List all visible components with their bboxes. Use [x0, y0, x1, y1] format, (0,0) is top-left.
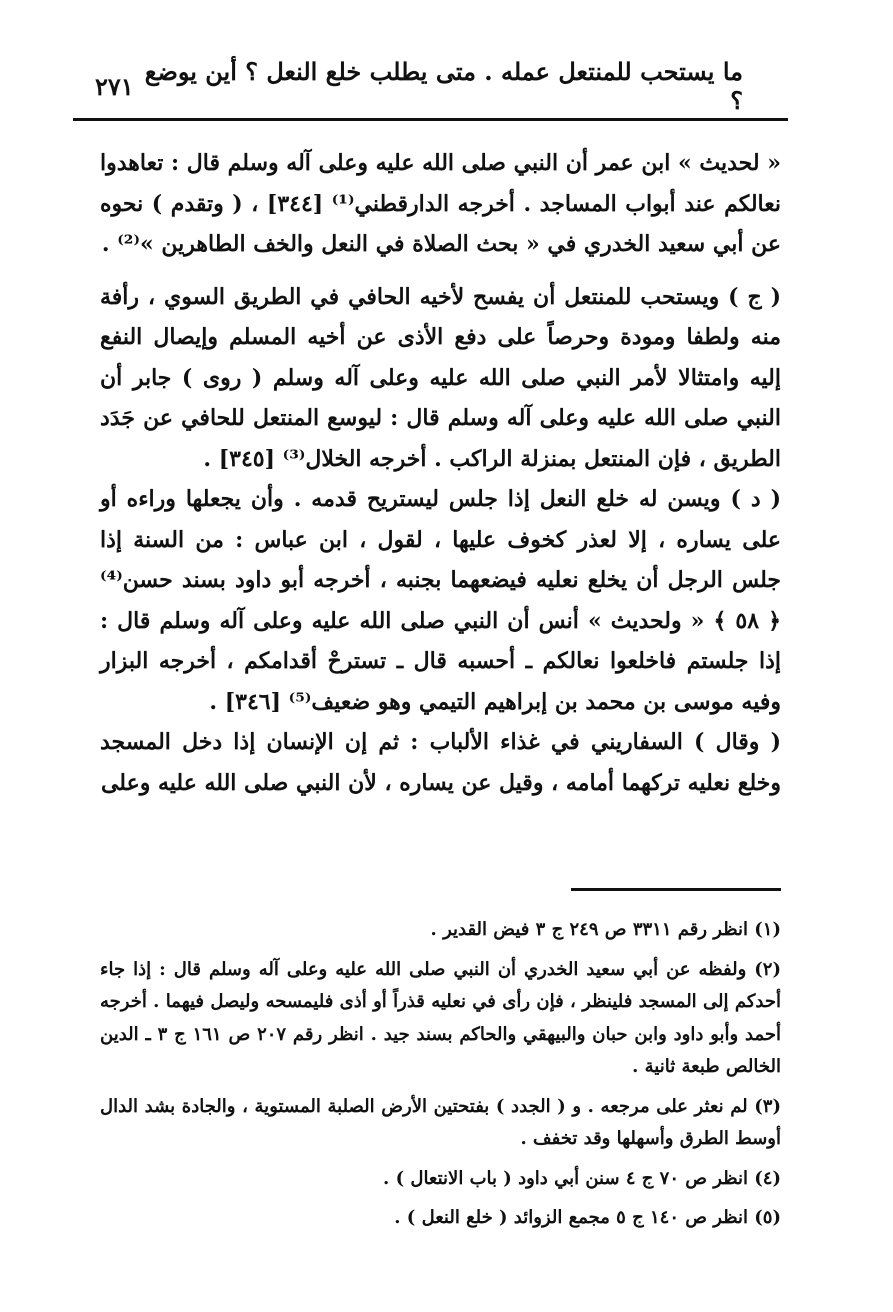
footnote: (١) انظر رقم ٣٣١١ ص ٢٤٩ ج ٣ فيض القدير . — [430, 919, 781, 940]
body-paragraph: ( وقال ) السفاريني في غذاء الألباب : ثم إن الإنسان إذا دخل المسجد وخلع نعليه تركهما أمامه ، وقيل عن يساره ، لأن النبي صلى الله عليه وعلى — [100, 729, 781, 796]
header-rule — [73, 118, 788, 121]
footnote-separator — [571, 888, 781, 891]
page-header — [95, 57, 743, 115]
footnote: (٤) انظر ص ٧٠ ج ٤ سنن أبي داود ( باب الانتعال ) . — [383, 1167, 781, 1189]
footnote: (٣) لم نعثر على مرجعه . و ( الجدد ) بفتحتين الأرض الصلبة المستوية ، والجادة بشد الدال أوسط الطرق وأسهلها وقد تخفف . — [100, 1095, 781, 1149]
body-paragraph: ( ج ) ويستحب للمنتعل أن يفسح لأخيه الحافي في الطريق السوي ، رأفة منه ولطفا ومودة وحرصاً على دفع الأذى عن أخيه المسلم وإيصال النفع إليه وامتثالا لأمر النبي صلى الله عليه وعلى آله وسلم ( روى ) جابر أن النبي صلى الله عليه وعلى آله وسلم قال : ليوسع المنتعل للحافي عن جَدَد الطريق ، فإن المنتعل بمنزلة الراكب . أخرجه الخلال⁽³⁾ [٣٤٥] . — [100, 283, 781, 472]
footnotes — [100, 914, 781, 1242]
page-number: ٢٧١ — [95, 71, 134, 101]
body-paragraph: « لحديث » ابن عمر أن النبي صلى الله عليه وعلى آله وسلم قال : تعاهدوا نعالكم عند أبواب المساجد . أخرجه الدارقطني⁽¹⁾ [٣٤٤] ، ( وتقدم ) نحوه عن أبي سعيد الخدري في « بحث الصلاة في النعل والخف الطاهرين »⁽²⁾ . — [100, 150, 781, 257]
footnote: (٥) انظر ص ١٤٠ ج ٥ مجمع الزوائد ( خلع النعل ) . — [394, 1207, 781, 1228]
footnote: (٢) ولفظه عن أبي سعيد الخدري أن النبي صلى الله عليه وعلى آله وسلم قال : إذا جاء أحدكم إلى المسجد فلينظر ، فإن رأى في نعليه قذراً أو أذى فليمسحه وليصل فيهما . أخرجه أحمد وأبو داود وابن حبان والبيهقي والحاكم بسند جيد . انظر رقم ٢٠٧ ص ١٦١ ج ٣ ـ الدين الخالص طبعة ثانية . — [100, 958, 782, 1077]
main-text — [100, 143, 781, 803]
running-title: ما يستحب للمنتعل عمله . متى يطلب خلع النعل ؟ أين يوضع ؟ — [144, 57, 743, 115]
body-paragraph: ( د ) ويسن له خلع النعل إذا جلس ليستريح قدمه . وأن يجعلها وراءه أو على يساره ، إلا لعذر كخوف عليها ، لقول ، ابن عباس : من السنة إذا جلس الرجل أن يخلع نعليه فيضعهما بجنبه ، أخرجه أبو داود بسند حسن⁽⁴⁾ ﴿ ٥٨ ﴾ « ولحديث » أنس أن النبي صلى الله عليه وعلى آله وسلم قال : إذا جلستم فاخلعوا نعالكم ـ أحسبه قال ـ تسترحْ أقدامكم ، أخرجه البزار وفيه موسى بن محمد بن إبراهيم التيمي وهو ضعيف⁽⁵⁾ [٣٤٦] . — [100, 486, 781, 715]
